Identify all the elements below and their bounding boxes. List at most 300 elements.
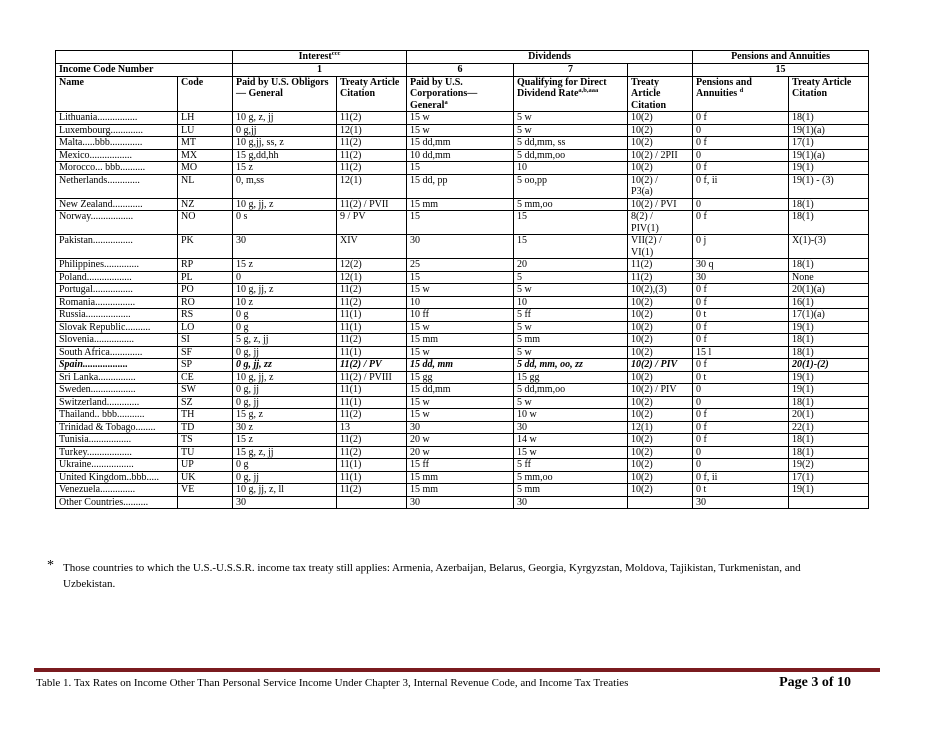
interest-citation: 11(1) (337, 459, 407, 472)
pension-rate: 0 (693, 384, 789, 397)
table-row (56, 174, 869, 198)
pension-citation: 20(1)(a) (789, 284, 869, 297)
country-code: PL (178, 271, 233, 284)
interest-citation: 13 (337, 421, 407, 434)
footer-rule (34, 668, 880, 672)
dividend-general-rate: 15 w (407, 124, 514, 137)
pension-rate: 30 q (693, 259, 789, 272)
table-row (56, 235, 869, 259)
country-code: TU (178, 446, 233, 459)
pension-citation (789, 496, 869, 509)
dividend-direct-rate: 20 (514, 259, 628, 272)
header-dividends: Dividends (407, 51, 693, 64)
pension-rate: 0 (693, 149, 789, 162)
pension-rate: 30 (693, 271, 789, 284)
interest-citation: 11(1) (337, 471, 407, 484)
pension-rate: 0 (693, 459, 789, 472)
table-row (56, 484, 869, 497)
country-name: Slovenia................ (56, 334, 178, 347)
pension-rate: 15 l (693, 346, 789, 359)
country-name: Luxembourg............. (56, 124, 178, 137)
table-row (56, 371, 869, 384)
country-name: United Kingdom..bbb..... (56, 471, 178, 484)
interest-rate: 0 g, jj (233, 471, 337, 484)
table-row (56, 396, 869, 409)
interest-citation: 11(1) (337, 321, 407, 334)
pension-citation: 20(1)-(2) (789, 359, 869, 372)
dividend-general-rate: 15 dd, mm (407, 359, 514, 372)
pension-citation: None (789, 271, 869, 284)
dividend-direct-rate: 10 w (514, 409, 628, 422)
pension-citation: 18(1) (789, 112, 869, 125)
country-code: LU (178, 124, 233, 137)
interest-citation: 11(2) (337, 137, 407, 150)
dividend-citation: 10(2) (628, 137, 693, 150)
col-header-treaty-citation: Treaty Article Citation (628, 76, 693, 112)
col-header-qualifying-rate: Qualifying for Direct Dividend Rate$^{a,b,aaa}$ (514, 76, 628, 112)
pension-citation: 16(1) (789, 296, 869, 309)
interest-citation: 11(2) (337, 162, 407, 175)
dividend-citation: 10(2),(3) (628, 284, 693, 297)
table-row (56, 162, 869, 175)
dividend-citation: 10(2) (628, 112, 693, 125)
pension-citation: 19(1)(a) (789, 149, 869, 162)
interest-citation: 12(2) (337, 259, 407, 272)
interest-rate: 0 s (233, 211, 337, 235)
pension-citation: 18(1) (789, 396, 869, 409)
dividend-general-rate: 10 dd,mm (407, 149, 514, 162)
tax-rate-table (55, 50, 869, 509)
country-name: Other Countries.......... (56, 496, 178, 509)
country-code: SI (178, 334, 233, 347)
country-code: LH (178, 112, 233, 125)
interest-rate: 0 g (233, 459, 337, 472)
country-code: UK (178, 471, 233, 484)
dividend-direct-rate: 5 w (514, 321, 628, 334)
dividend-general-rate: 15 w (407, 321, 514, 334)
dividend-general-rate: 30 (407, 421, 514, 434)
col-header-pensions: Pensions and Annuities $^d$ (693, 76, 789, 112)
dividend-general-rate: 15 mm (407, 471, 514, 484)
pension-rate: 0 f (693, 409, 789, 422)
income-code-1: 1 (233, 64, 407, 77)
country-code: CE (178, 371, 233, 384)
country-code: SP (178, 359, 233, 372)
pension-citation: 17(1) (789, 471, 869, 484)
pension-citation: 19(1) (789, 371, 869, 384)
col-header-treaty-citation: Treaty Article Citation (789, 76, 869, 112)
pension-rate: 0 t (693, 309, 789, 322)
country-code: RS (178, 309, 233, 322)
country-code (178, 496, 233, 509)
dividend-direct-rate: 5 w (514, 346, 628, 359)
dividend-citation: 12(1) (628, 421, 693, 434)
dividend-direct-rate: 5 mm (514, 484, 628, 497)
country-name: Morocco... bbb.......... (56, 162, 178, 175)
dividend-citation: 10(2) (628, 346, 693, 359)
footnote (47, 560, 827, 592)
dividend-direct-rate: 5 w (514, 112, 628, 125)
interest-citation: 11(2) (337, 434, 407, 447)
dividend-general-rate: 15 gg (407, 371, 514, 384)
country-code: SZ (178, 396, 233, 409)
dividend-citation: 10(2) (628, 371, 693, 384)
country-code: TD (178, 421, 233, 434)
dividend-direct-rate: 30 (514, 496, 628, 509)
dividend-general-rate: 10 ff (407, 309, 514, 322)
interest-rate: 10 g,jj, ss, z (233, 137, 337, 150)
interest-rate: 0 g, jj (233, 346, 337, 359)
interest-citation: 11(2) (337, 446, 407, 459)
pension-rate: 0 f, ii (693, 174, 789, 198)
dividend-general-rate: 10 (407, 296, 514, 309)
dividend-citation: 10(2) (628, 471, 693, 484)
country-name: Ukraine................. (56, 459, 178, 472)
pension-citation: 20(1) (789, 409, 869, 422)
interest-rate: 30 z (233, 421, 337, 434)
pension-rate: 0 f (693, 334, 789, 347)
dividend-direct-rate: 10 (514, 162, 628, 175)
table-row (56, 346, 869, 359)
header-interest: Interest$^{ccc}$ (233, 51, 407, 64)
dividend-citation: 11(2) (628, 271, 693, 284)
country-name: Netherlands............. (56, 174, 178, 198)
dividend-general-rate: 15 w (407, 112, 514, 125)
pension-rate: 0 t (693, 484, 789, 497)
pension-rate: 0 f (693, 359, 789, 372)
dividend-direct-rate: 15 w (514, 446, 628, 459)
country-name: Switzerland............. (56, 396, 178, 409)
dividend-citation: 10(2) (628, 296, 693, 309)
country-name: Portugal................ (56, 284, 178, 297)
interest-citation: 11(1) (337, 396, 407, 409)
table-row (56, 334, 869, 347)
header-blank (56, 51, 233, 64)
dividend-general-rate: 15 (407, 211, 514, 235)
dividend-citation: 11(2) (628, 259, 693, 272)
interest-rate: 0 (233, 271, 337, 284)
table-row (56, 296, 869, 309)
dividend-general-rate: 15 w (407, 284, 514, 297)
pension-citation: 19(1) - (3) (789, 174, 869, 198)
country-code: MO (178, 162, 233, 175)
country-code: MT (178, 137, 233, 150)
dividend-citation: 10(2) / P3(a) (628, 174, 693, 198)
table-row (56, 137, 869, 150)
dividend-citation: 10(2) (628, 309, 693, 322)
country-code: NO (178, 211, 233, 235)
interest-citation: 11(2) / PVIII (337, 371, 407, 384)
country-code: RO (178, 296, 233, 309)
interest-rate: 15 z (233, 434, 337, 447)
interest-citation: 12(1) (337, 174, 407, 198)
pension-rate: 0 f (693, 211, 789, 235)
dividend-direct-rate: 5 dd,mm,oo (514, 149, 628, 162)
pension-citation: X(1)-(3) (789, 235, 869, 259)
table-row (56, 149, 869, 162)
dividend-general-rate: 15 (407, 271, 514, 284)
dividend-general-rate: 15 dd, pp (407, 174, 514, 198)
country-code: LO (178, 321, 233, 334)
country-name: Lithuania................ (56, 112, 178, 125)
header-pensions: Pensions and Annuities (693, 51, 869, 64)
interest-citation: 11(2) / PV (337, 359, 407, 372)
dividend-general-rate: 15 dd,mm (407, 384, 514, 397)
dividend-direct-rate: 5 mm (514, 334, 628, 347)
income-code-7: 7 (514, 64, 628, 77)
pension-citation: 19(1) (789, 162, 869, 175)
country-name: Trinidad & Tobago........ (56, 421, 178, 434)
pension-citation: 17(1)(a) (789, 309, 869, 322)
pension-citation: 18(1) (789, 434, 869, 447)
pension-rate: 0 f, ii (693, 471, 789, 484)
pension-citation: 18(1) (789, 334, 869, 347)
table-row (56, 409, 869, 422)
interest-citation: 11(2) (337, 149, 407, 162)
interest-citation: 11(2) / PVII (337, 198, 407, 211)
pension-citation: 18(1) (789, 198, 869, 211)
pension-citation: 18(1) (789, 259, 869, 272)
interest-rate: 30 (233, 235, 337, 259)
pension-rate: 0 (693, 446, 789, 459)
dividend-general-rate: 15 w (407, 396, 514, 409)
country-name: Norway................. (56, 211, 178, 235)
pension-rate: 0 (693, 124, 789, 137)
dividend-citation: 8(2) / PIV(1) (628, 211, 693, 235)
dividend-citation: 10(2) (628, 459, 693, 472)
country-name: Sweden.................. (56, 384, 178, 397)
dividend-citation: 10(2) (628, 334, 693, 347)
dividend-direct-rate: 5 w (514, 396, 628, 409)
interest-rate: 15 z (233, 259, 337, 272)
dividend-general-rate: 25 (407, 259, 514, 272)
interest-rate: 10 g, jj, z (233, 371, 337, 384)
interest-citation: 11(1) (337, 346, 407, 359)
pension-citation: 19(2) (789, 459, 869, 472)
table-row (56, 271, 869, 284)
country-name: Turkey.................. (56, 446, 178, 459)
interest-citation (337, 496, 407, 509)
interest-citation: 12(1) (337, 124, 407, 137)
interest-citation: 11(2) (337, 334, 407, 347)
pension-rate: 0 f (693, 112, 789, 125)
dividend-general-rate: 30 (407, 496, 514, 509)
country-code: VE (178, 484, 233, 497)
pension-citation: 19(1) (789, 321, 869, 334)
col-header-treaty-citation: Treaty Article Citation (337, 76, 407, 112)
table-row (56, 359, 869, 372)
table-row (56, 284, 869, 297)
table-row (56, 446, 869, 459)
interest-citation: 11(2) (337, 296, 407, 309)
table-row (56, 321, 869, 334)
country-code: NZ (178, 198, 233, 211)
pension-rate: 0 f (693, 162, 789, 175)
interest-rate: 0, m,ss (233, 174, 337, 198)
dividend-general-rate: 15 mm (407, 334, 514, 347)
interest-citation: 11(2) (337, 409, 407, 422)
pension-rate: 0 f (693, 284, 789, 297)
pension-rate: 0 f (693, 434, 789, 447)
interest-rate: 10 g, jj, z, ll (233, 484, 337, 497)
dividend-citation: 10(2) / PIV (628, 384, 693, 397)
country-name: Philippines.............. (56, 259, 178, 272)
table-row (56, 384, 869, 397)
dividend-citation: 10(2) / PVI (628, 198, 693, 211)
interest-rate: 5 g, z, jj (233, 334, 337, 347)
page-number: Page 3 of 10 (779, 675, 851, 690)
dividend-direct-rate: 5 dd,mm, ss (514, 137, 628, 150)
dividend-general-rate: 15 mm (407, 198, 514, 211)
interest-citation: 11(2) (337, 484, 407, 497)
dividend-direct-rate: 5 w (514, 284, 628, 297)
country-name: Tunisia................. (56, 434, 178, 447)
dividend-direct-rate: 5 oo,pp (514, 174, 628, 198)
country-name: Malta.....bbb............. (56, 137, 178, 150)
dividend-citation: 10(2) (628, 321, 693, 334)
footnote-text: Those countries to which the U.S.-U.S.S.R. income tax treaty still applies: Armenia, Azerbaijan, Belarus, Georgia, Kyrgyzstan, Moldova, Tajikistan, Turkmenistan, and Uzbekistan. (63, 562, 801, 590)
country-code: UP (178, 459, 233, 472)
dividend-direct-rate: 5 dd, mm, oo, zz (514, 359, 628, 372)
table-row (56, 198, 869, 211)
dividend-direct-rate: 5 (514, 271, 628, 284)
country-name: Pakistan................ (56, 235, 178, 259)
interest-rate: 15 g, z, jj (233, 446, 337, 459)
table-row (56, 112, 869, 125)
interest-rate: 10 g, jj, z (233, 284, 337, 297)
income-code-blank (628, 64, 693, 77)
country-code: PK (178, 235, 233, 259)
interest-rate: 0 g, jj (233, 396, 337, 409)
dividend-citation: VII(2) / VI(1) (628, 235, 693, 259)
pension-citation: 19(1) (789, 484, 869, 497)
dividend-direct-rate: 5 ff (514, 309, 628, 322)
dividend-direct-rate: 5 mm,oo (514, 198, 628, 211)
interest-rate: 0 g,jj (233, 124, 337, 137)
interest-rate: 0 g, jj, zz (233, 359, 337, 372)
dividend-direct-rate: 30 (514, 421, 628, 434)
pension-citation: 18(1) (789, 211, 869, 235)
pension-rate: 0 (693, 198, 789, 211)
country-code: TH (178, 409, 233, 422)
country-name: New Zealand............ (56, 198, 178, 211)
country-code: NL (178, 174, 233, 198)
dividend-direct-rate: 14 w (514, 434, 628, 447)
pension-citation: 19(1) (789, 384, 869, 397)
dividend-general-rate: 15 w (407, 409, 514, 422)
pension-citation: 18(1) (789, 346, 869, 359)
interest-rate: 0 g, jj (233, 384, 337, 397)
pension-rate: 0 f (693, 321, 789, 334)
dividend-citation: 10(2) (628, 446, 693, 459)
dividend-general-rate: 20 w (407, 446, 514, 459)
interest-rate: 15 g,dd,hh (233, 149, 337, 162)
table-row (56, 434, 869, 447)
country-code: RP (178, 259, 233, 272)
col-header-paid-corporations: Paid by U.S. Corporations— General$^a$ (407, 76, 514, 112)
dividend-direct-rate: 15 (514, 235, 628, 259)
dividend-direct-rate: 5 mm,oo (514, 471, 628, 484)
interest-citation: 11(1) (337, 309, 407, 322)
country-name: Sri Lanka............... (56, 371, 178, 384)
pension-citation: 22(1) (789, 421, 869, 434)
dividend-general-rate: 15 mm (407, 484, 514, 497)
interest-citation: 11(1) (337, 384, 407, 397)
table-row (56, 496, 869, 509)
country-code: SF (178, 346, 233, 359)
pension-citation: 18(1) (789, 446, 869, 459)
interest-rate: 10 g, jj, z (233, 198, 337, 211)
country-name: Romania................ (56, 296, 178, 309)
dividend-citation: 10(2) (628, 484, 693, 497)
pension-rate: 0 j (693, 235, 789, 259)
dividend-citation: 10(2) (628, 409, 693, 422)
country-name: Thailand.. bbb........... (56, 409, 178, 422)
country-name: Russia.................. (56, 309, 178, 322)
table-row (56, 421, 869, 434)
pension-rate: 30 (693, 496, 789, 509)
pension-rate: 0 (693, 396, 789, 409)
dividend-general-rate: 15 ff (407, 459, 514, 472)
country-code: PO (178, 284, 233, 297)
interest-rate: 30 (233, 496, 337, 509)
interest-rate: 15 g, z (233, 409, 337, 422)
table-row (56, 259, 869, 272)
country-name: Spain.................. (56, 359, 178, 372)
col-header-code: Code (178, 76, 233, 112)
footer (36, 677, 851, 689)
dividend-citation (628, 496, 693, 509)
income-code-15: 15 (693, 64, 869, 77)
table-row (56, 211, 869, 235)
country-name: South Africa............. (56, 346, 178, 359)
country-code: SW (178, 384, 233, 397)
income-code-number-label: Income Code Number (56, 64, 233, 77)
dividend-general-rate: 15 (407, 162, 514, 175)
interest-rate: 15 z (233, 162, 337, 175)
dividend-citation: 10(2) (628, 124, 693, 137)
dividend-direct-rate: 5 dd,mm,oo (514, 384, 628, 397)
interest-rate: 0 g (233, 321, 337, 334)
pension-rate: 0 f (693, 296, 789, 309)
dividend-general-rate: 30 (407, 235, 514, 259)
interest-citation: 11(2) (337, 112, 407, 125)
interest-citation: 11(2) (337, 284, 407, 297)
dividend-general-rate: 15 w (407, 346, 514, 359)
income-code-6: 6 (407, 64, 514, 77)
dividend-direct-rate: 15 (514, 211, 628, 235)
pension-citation: 19(1)(a) (789, 124, 869, 137)
dividend-direct-rate: 5 ff (514, 459, 628, 472)
table-row (56, 459, 869, 472)
dividend-general-rate: 15 dd,mm (407, 137, 514, 150)
pension-rate: 0 f (693, 421, 789, 434)
dividend-citation: 10(2) (628, 396, 693, 409)
table-row (56, 309, 869, 322)
interest-citation: 12(1) (337, 271, 407, 284)
dividend-citation: 10(2) / PIV (628, 359, 693, 372)
dividend-direct-rate: 10 (514, 296, 628, 309)
dividend-citation: 10(2) (628, 162, 693, 175)
interest-rate: 10 g, z, jj (233, 112, 337, 125)
dividend-citation: 10(2) (628, 434, 693, 447)
col-header-name: Name (56, 76, 178, 112)
pension-rate: 0 f (693, 137, 789, 150)
dividend-citation: 10(2) / 2PII (628, 149, 693, 162)
country-name: Mexico................. (56, 149, 178, 162)
interest-citation: XIV (337, 235, 407, 259)
country-code: MX (178, 149, 233, 162)
